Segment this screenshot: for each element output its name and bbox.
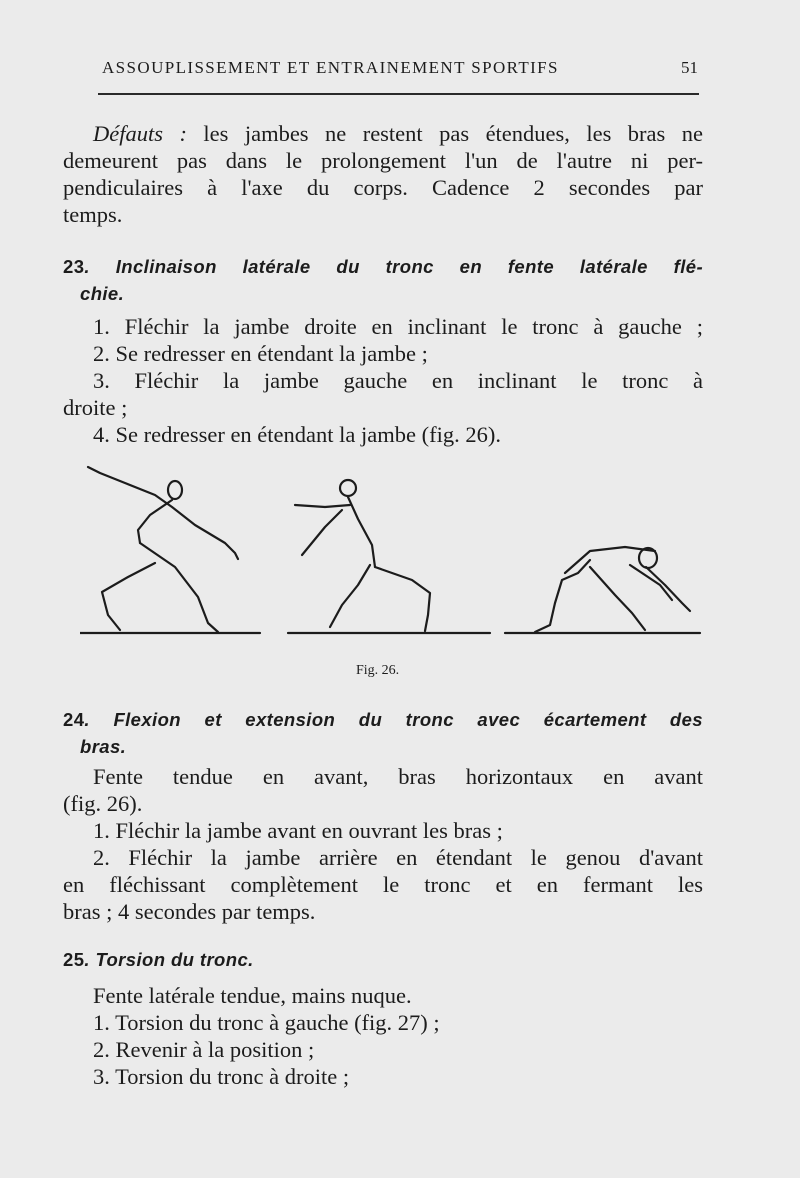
exercise-23-title-2: chie. — [80, 283, 125, 304]
exercise-24-step-2c: bras ; 4 secondes par temps. — [63, 899, 316, 924]
exercise-25-step-1: 1. Torsion du tronc à gauche (fig. 27) ; — [93, 1010, 440, 1035]
exercise-25-heading — [63, 946, 703, 973]
exercise-24-intro-b: (fig. 26). — [63, 791, 143, 816]
exercise-23-step-4: 4. Se redresser en étendant la jambe (fig. 26). — [93, 422, 501, 447]
exercise-24-step-1: 1. Fléchir la jambe avant en ouvrant les bras ; — [93, 818, 503, 843]
exercise-24-title-2: bras. — [80, 736, 127, 757]
defauts-line-1: les jambes ne restent pas étendues, les bras ne — [186, 121, 703, 146]
exercise-23-step-1: 1. Fléchir la jambe droite en inclinant le tronc à gauche ; — [93, 314, 703, 339]
exercise-25-title-1: . Torsion du tronc. — [84, 949, 254, 970]
exercise-25-step-3: 3. Torsion du tronc à droite ; — [93, 1064, 350, 1089]
defauts-line-4: temps. — [63, 202, 123, 227]
exercise-23-number: 23 — [63, 256, 85, 277]
exercise-24-body — [63, 763, 703, 925]
running-head — [102, 58, 702, 78]
figure-26 — [80, 455, 720, 655]
header-rule — [98, 93, 699, 95]
exercise-23-steps — [63, 313, 703, 448]
exercise-24-step-2b: en fléchissant complètement le tronc et en fermant les — [63, 872, 703, 897]
exercise-25-number: 25 — [63, 949, 85, 970]
exercise-23-title-1: . Inclinaison latérale du tronc en fente latérale flé- — [84, 256, 703, 277]
figure-26-caption: Fig. 26. — [356, 663, 400, 678]
stick-figure-left — [80, 467, 260, 633]
defauts-paragraph — [63, 120, 703, 228]
exercise-24-intro-a: Fente tendue en avant, bras horizontaux en avant — [93, 764, 703, 789]
exercise-24-step-2a: 2. Fléchir la jambe arrière en étendant le genou d'avant — [93, 845, 703, 870]
exercise-23-step-2: 2. Se redresser en étendant la jambe ; — [93, 341, 428, 366]
exercise-23-step-3b: droite ; — [63, 395, 128, 420]
exercise-24-number: 24 — [63, 709, 85, 730]
page-number: 51 — [681, 58, 698, 77]
stick-figure-right — [505, 547, 700, 633]
exercise-25-intro: Fente latérale tendue, mains nuque. — [93, 983, 412, 1008]
exercise-23-heading — [63, 253, 703, 307]
defauts-label: Défauts : — [93, 121, 187, 146]
exercise-23-step-3a: 3. Fléchir la jambe gauche en inclinant le tronc à — [93, 368, 703, 393]
defauts-line-2: demeurent pas dans le prolongement l'un de l'autre ni per- — [63, 148, 703, 173]
defauts-line-3: pendiculaires à l'axe du corps. Cadence 2 secondes par — [63, 175, 703, 200]
exercise-24-title-1: . Flexion et extension du tronc avec écartement des — [84, 709, 703, 730]
exercise-24-heading — [63, 706, 703, 760]
running-head-title: ASSOUPLISSEMENT ET ENTRAINEMENT SPORTIFS — [102, 58, 559, 77]
exercise-25-step-2: 2. Revenir à la position ; — [93, 1037, 315, 1062]
stick-figure-middle — [288, 480, 490, 633]
exercise-25-body — [63, 982, 703, 1090]
